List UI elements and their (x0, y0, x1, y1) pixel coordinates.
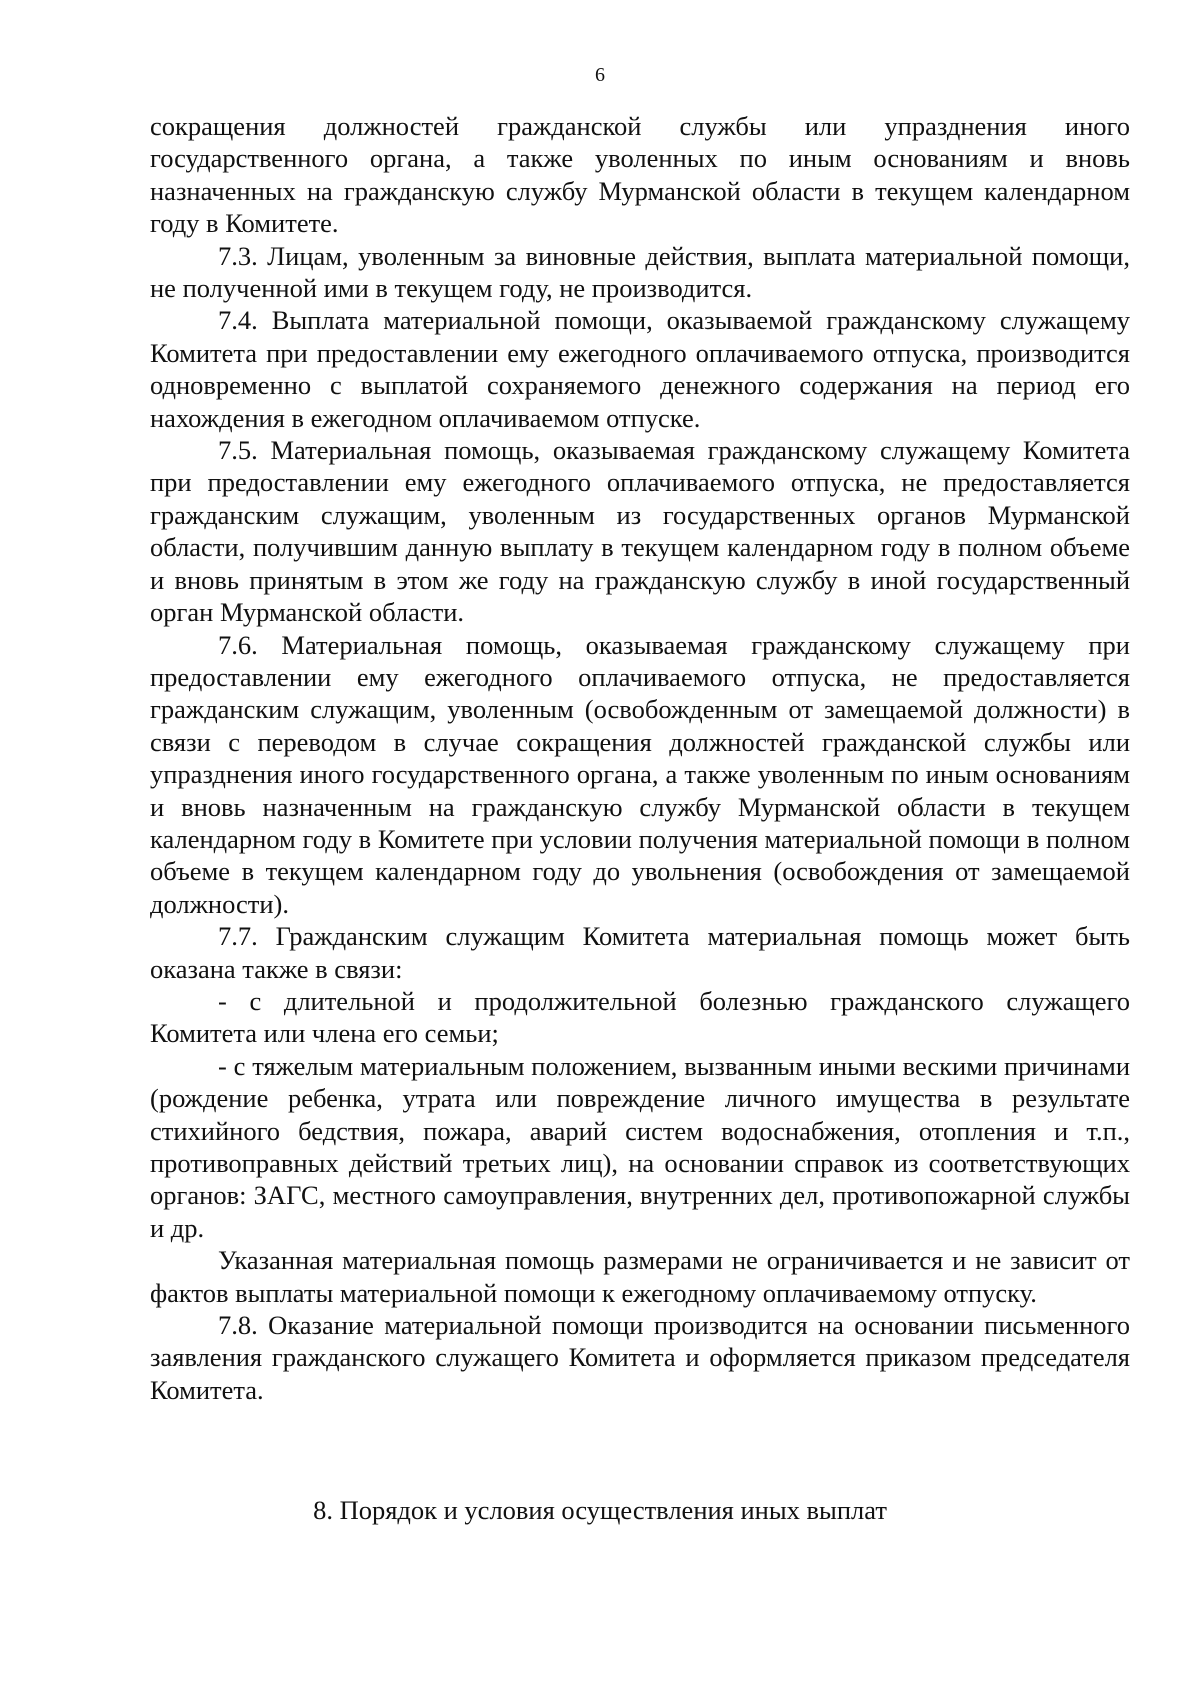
page-number: 6 (595, 64, 605, 86)
list-item-hardship: - с тяжелым материальным положением, вызванным иными вескими причинами (рождение ребенка, утрата или повреждение личного имущества в результате стихийного бедствия, пожара, аварий систем водоснабжения, отопления и т.п., противоправных действий третьих лиц), на основании справок из соответствующих органов: ЗАГС, местного самоуправления, внутренних дел, противопожарной службы и др. (150, 1050, 1130, 1243)
paragraph-7-3: 7.3. Лицам, уволенным за виновные действия, выплата материальной помощи, не полученной ими в текущем году, не производится. (150, 240, 1130, 304)
paragraph-7-5: 7.5. Материальная помощь, оказываемая гражданскому служащему Комитета при предоставлении ему ежегодного оплачиваемого отпуска, не предоставляется гражданским служащим, уволенным из государственных органов Мурманской области, получившим данную выплату в текущем календарном году в полном объеме и вновь принятым в этом же году на гражданскую службу в иной государственный орган Мурманской области. (150, 435, 1130, 628)
paragraph-7-6: 7.6. Материальная помощь, оказываемая гражданскому служащему при предоставлении ему ежегодного оплачиваемого отпуска, не предоставляется гражданским служащим, уволенным (освобожденным от замещаемой должности) в связи с переводом в случае сокращения должностей гражданской службы или упразднения иного государственного органа, а также уволенным по иным основаниям и вновь назначенным на гражданскую службу Мурманской области в текущем календарном году в Комитете при условии получения материальной помощи в полном объеме в текущем календарном году до увольнения (освобождения от замещаемой должности). (150, 629, 1130, 919)
paragraph-continuation: сокращения должностей гражданской службы или упразднения иного государственного органа, а также уволенных по иным основаниям и вновь назначенных на гражданскую службу Мурманской области в текущем календарном году в Комитете. (150, 111, 1130, 239)
paragraph-7-8: 7.8. Оказание материальной помощи производится на основании письменного заявления гражданского служащего Комитета и оформляется приказом председателя Комитета. (150, 1310, 1130, 1405)
paragraph-7-7: 7.7. Гражданским служащим Комитета материальная помощь может быть оказана также в связи: (150, 921, 1130, 984)
document-body (150, 110, 1130, 1406)
section-heading: 8. Порядок и условия осуществления иных выплат (313, 1495, 887, 1525)
list-item-illness: - с длительной и продолжительной болезнью гражданского служащего Комитета или члена его семьи; (150, 985, 1130, 1049)
paragraph-amount-note: Указанная материальная помощь размерами не ограничивается и не зависит от фактов выплаты материальной помощи к ежегодному оплачиваемому отпуску. (150, 1245, 1130, 1308)
paragraph-7-4: 7.4. Выплата материальной помощи, оказываемой гражданскому служащему Комитета при предоставлении ему ежегодного оплачиваемого отпуска, производится одновременно с выплатой сохраняемого денежного содержания на период его нахождения в ежегодном оплачиваемом отпуске. (150, 305, 1130, 433)
